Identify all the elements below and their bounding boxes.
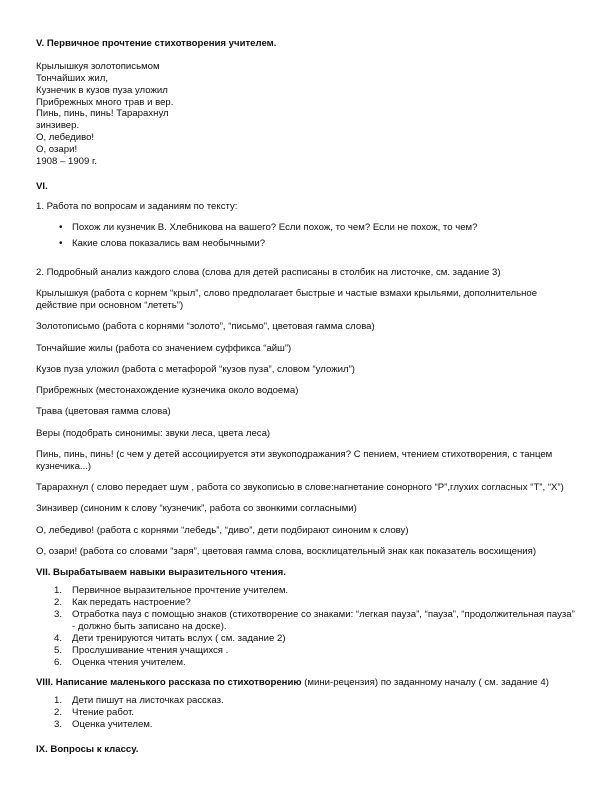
section-7-heading: VII. Вырабатываем навыки выразительного чтения.	[36, 567, 286, 579]
analysis-paragraph: Веры (подобрать синонимы: звуки леса, цвета леса)	[36, 427, 271, 439]
list-number: 2.	[54, 707, 63, 719]
poem-line: Кузнечик в кузов пуза уложил	[36, 84, 168, 96]
poem-line: Пинь, пинь, пинь! Тарарахнул	[36, 108, 169, 120]
list-number: 4.	[54, 632, 63, 644]
section-8-heading	[36, 677, 576, 689]
list-number: 6.	[54, 656, 63, 668]
section-8-list	[36, 695, 576, 731]
list-text: Как передать настроение?	[72, 597, 191, 609]
list-text: Чтение работ.	[72, 707, 134, 719]
list-number: 1.	[54, 585, 63, 597]
list-item	[54, 695, 576, 707]
list-text: Первичное выразительное прочтение учителем.	[72, 585, 289, 597]
poem-line: О, озари!	[36, 144, 78, 156]
list-item	[54, 644, 576, 657]
analysis-paragraph: Тарарахнул ( слово передает шум , работа со звукописью в слове:нагнетание сонорного “Р”,глухих согласных “Т”, “Х”)	[36, 482, 564, 494]
section-9-heading: IX. Вопросы к классу.	[36, 743, 139, 755]
poem	[36, 61, 576, 168]
list-number: 3.	[54, 608, 63, 620]
poem-date: 1908 – 1909 г.	[36, 156, 98, 168]
analysis-paragraph: Прибрежных (местонахождение кузнечика около водоема)	[36, 385, 299, 397]
analysis-paragraph: Кузов пуза уложил (работа с метафорой “кузов пуза”, словом “уложил”)	[36, 363, 355, 375]
analysis-paragraph: Зинзивер (синоним к слову “кузнечик”, работа со звонкими согласными)	[36, 503, 357, 515]
section-7-list	[36, 585, 576, 668]
poem-line: Тончайших жил,	[36, 72, 108, 84]
list-number: 2.	[54, 597, 63, 609]
document-content	[36, 38, 576, 756]
analysis-paragraph: О, лебедиво! (работа с корнями “лебедь”, “диво”, дети подбирают синоним к слову)	[36, 524, 409, 536]
poem-line: О, лебедиво!	[36, 132, 95, 144]
analysis-paragraph: Трава (цветовая гамма слова)	[36, 406, 171, 418]
list-item	[54, 597, 576, 609]
analysis-paragraph: О, озари! (работа со словами “заря”, цветовая гамма слова, восклицательный знак как показатель восхищения)	[36, 546, 537, 558]
list-text: Дети тренируются читать вслух ( см. задание 2)	[72, 632, 286, 644]
section-5-heading: V. Первичное прочтение стихотворения учителем.	[36, 38, 277, 49]
bullet-item: • Какие слова показались вам необычными?	[72, 238, 576, 250]
analysis-paragraph: Пинь, пинь, пинь! (с чем у детей ассоциируется эти звукоподражания? С пением, чтением стихотворения, с танцем кузнечика...)	[36, 449, 553, 472]
list-text: Дети пишут на листочках рассказ.	[72, 695, 224, 707]
poem-line: Крылышкуя золотописьмом	[36, 60, 160, 72]
section-6-heading: VI.	[36, 180, 48, 192]
bullet-item: • Похож ли кузнечик В. Хлебникова на вашего? Если похож, то чем? Если не похож, то чем?	[72, 222, 576, 234]
poem-line: Прибрежных много трав и вер.	[36, 96, 174, 108]
list-item	[54, 719, 576, 731]
task-1-bullets	[36, 222, 576, 250]
list-item	[54, 632, 576, 645]
list-item	[54, 707, 576, 719]
list-number: 1.	[54, 695, 63, 707]
task-1-intro: 1. Работа по вопросам и заданиям по тексту:	[36, 200, 238, 212]
list-text: Отработка пауз с помощью знаков (стихотворение со знаками: “легкая пауза”, “пауза”, “продолжительная пауза” - должно быть записано на доске).	[72, 608, 575, 632]
list-number: 5.	[54, 644, 63, 656]
analysis-paragraph: Тончайшие жилы (работа со значением суффикса “айш”)	[36, 342, 292, 354]
list-text: Оценка чтения учителем.	[72, 656, 186, 668]
section-8-title-rest: (мини-рецензия) по заданному началу ( см. задание 4)	[301, 677, 549, 689]
list-text: Прослушивание чтения учащихся .	[72, 644, 229, 656]
task-2-intro: 2. Подробный анализ каждого слова (слова для детей расписаны в столбик на листочке, см. задание 3)	[36, 266, 501, 278]
poem-line: зинзивер.	[36, 120, 80, 132]
list-item	[54, 656, 576, 669]
list-text: Оценка учителем.	[72, 719, 153, 731]
analysis-paragraph: Золотописьмо (работа с корнями “золото”, “письмо”, цветовая гамма слова)	[36, 321, 375, 333]
list-item	[54, 608, 576, 633]
list-number: 3.	[54, 719, 63, 731]
section-8-title-bold: VIII. Написание маленького рассказа по стихотворению	[36, 677, 302, 689]
analysis-paragraph: Крылышкуя (работа с корнем “крыл”, слово предполагает быстрые и частые взмахи крыльями, дополнительное действие при основном “лететь”)	[36, 288, 538, 312]
list-item	[54, 585, 576, 597]
